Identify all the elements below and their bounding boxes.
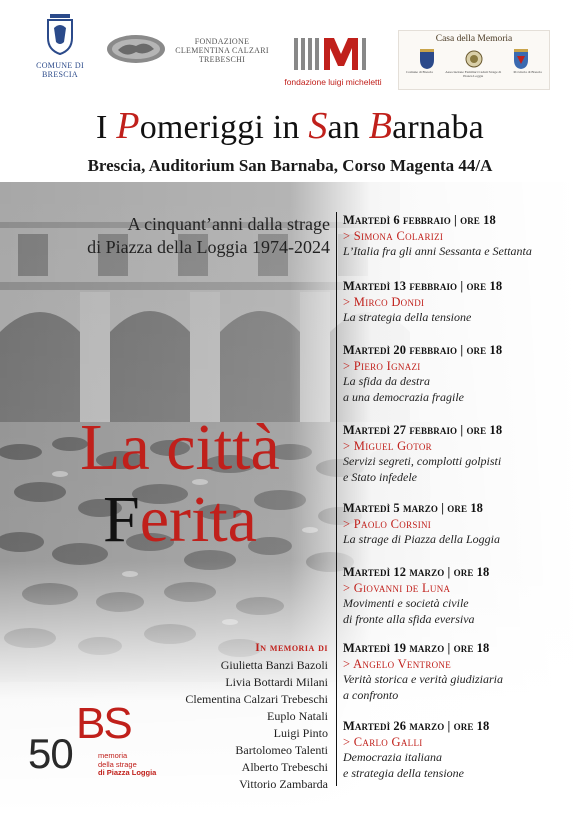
event-item	[337, 212, 576, 278]
event-date: Martedì 26 marzo | ore 18	[343, 719, 490, 733]
event-item	[337, 500, 576, 564]
event-date: Martedì 12 marzo | ore 18	[343, 565, 490, 579]
memorial-name: Luigi Pinto	[273, 726, 328, 740]
memorial-name: Alberto Trebeschi	[241, 760, 328, 774]
event-topic: La strage di Piazza della Loggia	[343, 532, 501, 546]
bs50-number: 50	[28, 730, 73, 777]
page-title	[0, 104, 580, 150]
title-part: omeriggi in	[139, 109, 309, 146]
calzari-line-1: FONDAZIONE	[194, 37, 250, 46]
casa-caption-1: Comune di Brescia	[406, 70, 433, 74]
event-date: Martedì 5 marzo | ore 18	[343, 501, 484, 515]
event-item	[337, 278, 576, 342]
event-topic: a confronto	[343, 687, 399, 702]
subtitle-line-1: A cinquant’anni dalla strage	[127, 214, 330, 234]
comune-crest-icon	[418, 48, 436, 70]
casa-della-memoria-logo	[398, 30, 550, 90]
micheletti-logo-text: fondazione luigi micheletti	[284, 77, 382, 87]
heading-initial-f: F	[103, 483, 140, 556]
event-topic: L’Italia fra gli anni Sessanta e Settanta	[343, 244, 532, 258]
event-item	[337, 422, 576, 500]
event-topic: di fronte alla sfida eversiva	[343, 611, 475, 626]
event-speaker: > Simona Colarizi	[343, 229, 444, 243]
casa-caption-3: Provincia di Brescia	[513, 70, 542, 74]
event-topic: Movimenti e società civile	[343, 596, 469, 610]
subtitle-line-2: di Piazza della Loggia 1974-2024	[87, 237, 330, 257]
comune-di-brescia-logo	[30, 10, 90, 79]
title-initial-p: P	[116, 105, 140, 147]
title-part: an	[327, 109, 369, 146]
event-date: Martedì 6 febbraio | ore 18	[343, 213, 496, 227]
title-part: I	[96, 109, 117, 146]
event-item	[337, 342, 576, 422]
heading-rest: erita	[139, 483, 257, 556]
event-speaker: > Giovanni de Luna	[343, 581, 451, 595]
memorial-name: Vittorio Zambarda	[239, 777, 328, 791]
bs50-caption-line: della strage	[98, 759, 137, 769]
title-initial-s: S	[308, 105, 328, 147]
brescia-crest-icon	[42, 10, 78, 56]
calzari-logo-text	[168, 37, 276, 64]
fondazione-calzari-logo	[106, 34, 276, 70]
event-date: Martedì 13 febbraio | ore 18	[343, 279, 503, 293]
logo-bar	[0, 10, 580, 92]
bs50-logo	[28, 699, 168, 786]
memorial-name: Bartolomeo Talenti	[235, 743, 328, 757]
heading-line-2	[20, 484, 340, 556]
event-date: Martedì 27 febbraio | ore 18	[343, 423, 503, 437]
micheletti-m-icon	[294, 36, 372, 70]
fondazione-micheletti-logo	[278, 36, 388, 88]
event-topic: e strategia della tensione	[343, 765, 464, 780]
bs50-caption-line: memoria	[98, 751, 128, 760]
event-topic: e Stato infedele	[343, 469, 417, 484]
memorial-name: Euplo Natali	[267, 709, 328, 723]
venue-line: Brescia, Auditorium San Barnaba, Corso Magenta 44/A	[87, 156, 493, 175]
brescia-logo-text: COMUNE DI BRESCIA	[36, 61, 84, 79]
event-speaker: > Carlo Galli	[343, 735, 423, 749]
title-initial-b: B	[368, 105, 393, 147]
memorial-name: Clementina Calzari Trebeschi	[185, 692, 328, 706]
memorial-list	[170, 640, 328, 793]
event-topic: Verità storica e verità giudiziaria	[343, 672, 503, 686]
provincia-crest-icon	[512, 48, 530, 70]
event-speaker: > Angelo Ventrone	[343, 657, 452, 671]
event-topic: La strategia della tensione	[343, 310, 472, 324]
title-part: arnaba	[392, 109, 484, 146]
event-speaker: > Paolo Corsini	[343, 517, 432, 531]
event-topic: Servizi segreti, complotti golpisti	[343, 454, 502, 468]
subtitle	[60, 213, 330, 259]
calzari-line-3: TREBESCHI	[198, 55, 246, 64]
memorial-heading: In memoria di	[255, 642, 328, 654]
event-schedule	[336, 212, 576, 786]
event-speaker: > Mirco Dondi	[343, 295, 425, 309]
memorial-name: Giulietta Banzi Bazoli	[220, 658, 328, 672]
calzari-line-2: CLEMENTINA CALZARI	[175, 46, 269, 55]
event-speaker: > Piero Ignazi	[343, 359, 421, 373]
casa-memoria-title: Casa della Memoria	[435, 34, 513, 44]
event-topic: La sfida da destra	[343, 374, 431, 388]
main-heading	[20, 412, 340, 556]
heading-line-1: La città	[80, 411, 280, 484]
bs50-bs-text: BS	[76, 699, 131, 748]
bs50-caption-line: di Piazza Loggia	[98, 768, 157, 777]
event-date: Martedì 19 marzo | ore 18	[343, 641, 490, 655]
event-date: Martedì 20 febbraio | ore 18	[343, 343, 503, 357]
associazione-emblem-icon	[465, 48, 483, 70]
memorial-name: Livia Bottardi Milani	[225, 675, 328, 689]
event-topic: a una democrazia fragile	[343, 389, 464, 404]
event-item	[337, 564, 576, 640]
event-item	[337, 718, 576, 786]
bs50-caption	[98, 752, 156, 778]
casa-caption-2: Associazione Familiari Caduti Strage di Piazza Loggia	[445, 70, 502, 78]
event-item	[337, 640, 576, 718]
medallion-icon	[106, 34, 166, 64]
event-speaker: > Miguel Gotor	[343, 439, 432, 453]
event-topic: Democrazia italiana	[343, 750, 442, 764]
